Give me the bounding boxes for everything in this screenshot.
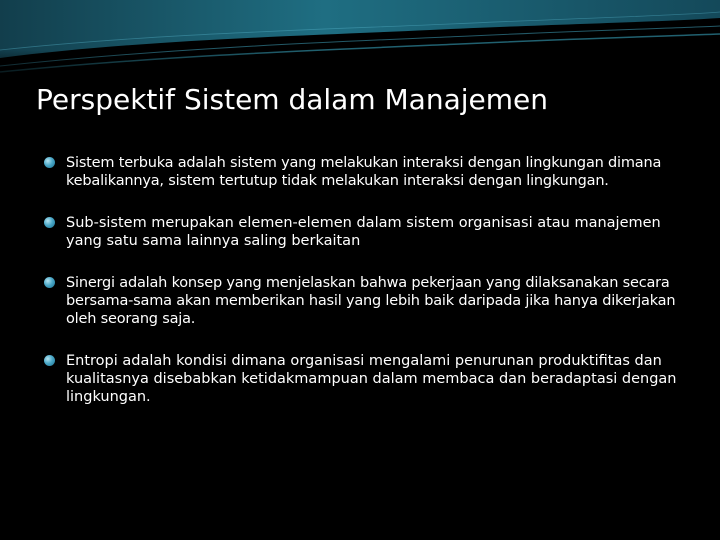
bullet-dot-icon [44,355,55,366]
bullet-dot-icon [44,157,55,168]
list-item [44,352,684,406]
list-item-text: Sub-sistem merupakan elemen-elemen dalam sistem organisasi atau manajemen yang satu sama lainnya saling berkaitan [66,215,661,249]
header-wave-decoration [0,0,720,80]
list-item [44,154,684,190]
bullet-dot-icon [44,277,55,288]
list-item [44,274,684,328]
page-title: Perspektif Sistem dalam Manajemen [36,83,548,116]
list-item-text: Sistem terbuka adalah sistem yang melakukan interaksi dengan lingkungan dimana kebalikannya, sistem tertutup tidak melakukan interaksi dengan lingkungan. [66,155,662,189]
bullet-dot-icon [44,217,55,228]
bullet-list [44,154,684,430]
list-item [44,214,684,250]
list-item-text: Entropi adalah kondisi dimana organisasi mengalami penurunan produktifitas dan kualitasnya disebabkan ketidakmampuan dalam membaca dan beradaptasi dengan lingkungan. [66,353,677,405]
list-item-text: Sinergi adalah konsep yang menjelaskan bahwa pekerjaan yang dilaksanakan secara bersama-sama akan memberikan hasil yang lebih baik daripada jika hanya dikerjakan oleh seorang saja. [66,275,676,327]
